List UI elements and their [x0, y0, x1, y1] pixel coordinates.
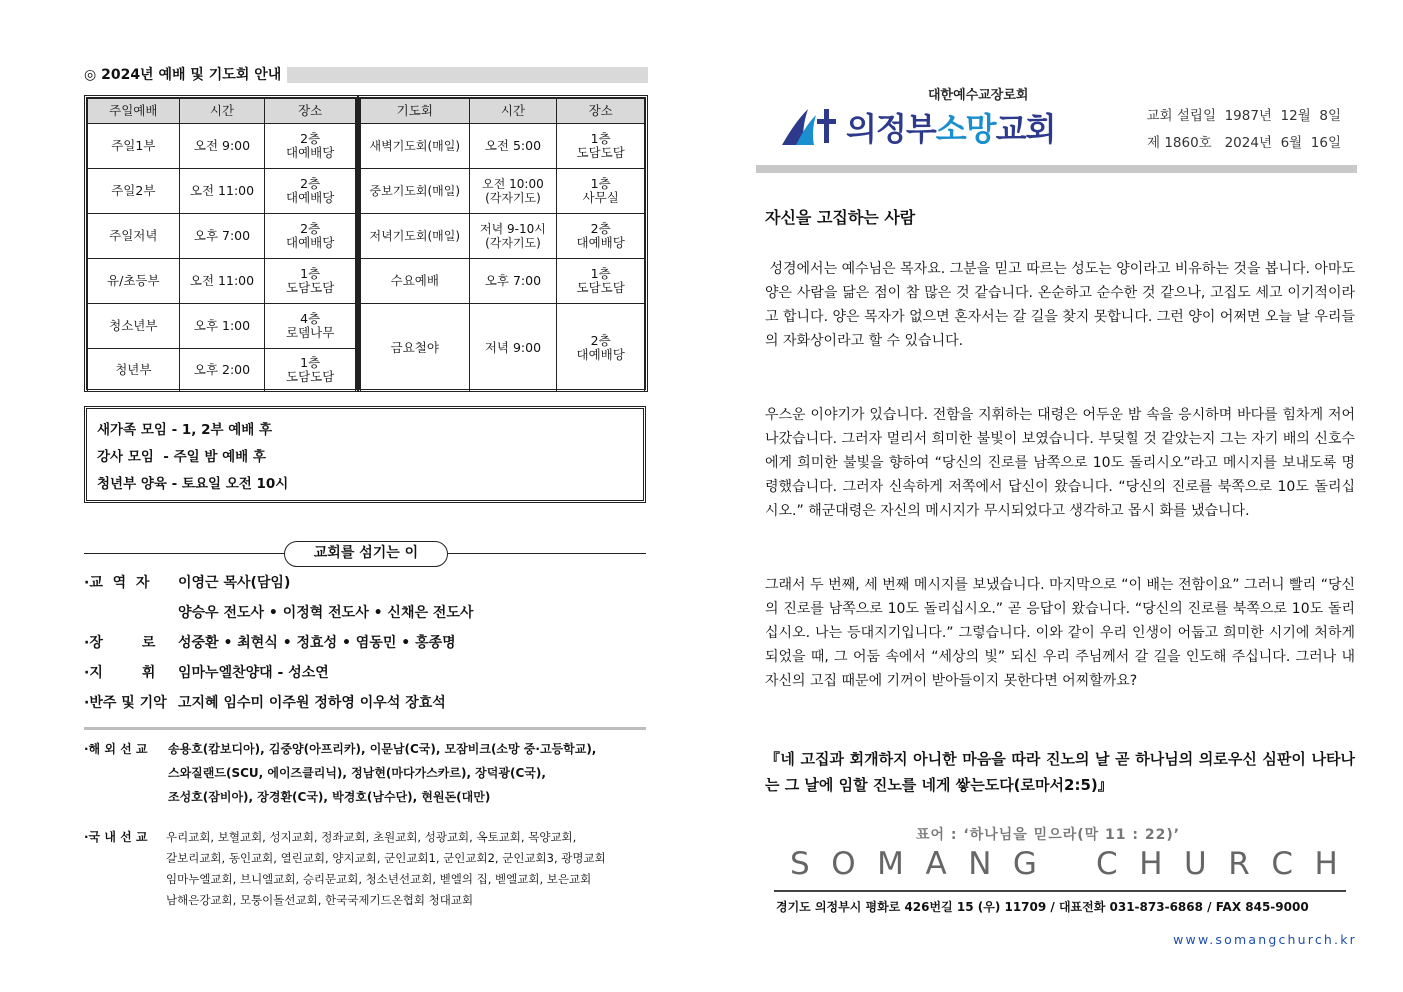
prayer-schedule-table	[360, 98, 645, 392]
table-row	[361, 214, 645, 259]
mission-label: ·해 외 선 교	[84, 742, 148, 756]
church-address: 경기도 의정부시 평화로 426번길 15 (우) 11709 / 대표전화 031-873-6868 / FAX 845-9000	[776, 900, 1309, 914]
table-row	[88, 259, 356, 304]
service-place: 2층 대예배당	[265, 214, 356, 259]
church-name: 의정부소망교회	[846, 110, 1056, 148]
overseas-missions	[84, 737, 596, 809]
divider	[84, 727, 646, 730]
table-header-row	[361, 99, 645, 124]
staff-label: ·교 역 자	[84, 575, 150, 591]
service-place: 1층 도담도담	[265, 259, 356, 304]
motto: 표어 : ‘하나님을 믿으라(막 11 : 22)’	[916, 827, 1181, 843]
service-name: 유/초등부	[88, 259, 180, 304]
notice-box	[84, 406, 646, 503]
prayer-name: 금요철야	[361, 304, 470, 392]
staff-value: 이영근 목사(담임)	[178, 575, 291, 591]
scripture-verse: 『네 고집과 회개하지 아니한 마음을 따라 진노의 날 곧 하나님의 의로우신 심판이 나타나는 그 날에 임할 진노를 네게 쌓는도다(로마서2:5)』	[765, 750, 1355, 794]
church-logo-icon	[778, 101, 844, 151]
staff-elders	[84, 633, 456, 653]
prayer-name: 저녁기도회(매일)	[361, 214, 470, 259]
staff-value: 양승우 전도사 • 이정혁 전도사 • 신채은 전도사	[178, 605, 474, 621]
staff-label: ·지 휘	[84, 665, 156, 681]
prayer-time: 오전 5:00	[469, 124, 557, 169]
service-place: 2층 대예배당	[265, 124, 356, 169]
mission-line: 조성호(잠비아), 장경환(C국), 박경호(남수단), 현원돈(대만)	[168, 790, 491, 804]
schedule-title: ◎ 2024년 예배 및 기도회 안내	[84, 66, 287, 84]
prayer-place: 1층 도담도담	[557, 124, 645, 169]
table-row	[88, 214, 356, 259]
prayer-place: 2층 대예배당	[557, 304, 645, 392]
prayer-time: 저녁 9-10시 (각자기도)	[469, 214, 557, 259]
table-row	[88, 349, 356, 392]
article-paragraph: 그래서 두 번째, 세 번째 메시지를 보냈습니다. 마지막으로 “이 배는 전함이요” 그러니 빨리 “당신의 진로를 남쪽으로 10도 돌리십시오.” 곧 응답이 왔습니다. “당신의 진로를 북쪽으로 10도 돌리십시오. 나는 등대지기입니다.” 그렇습니다. 이와 같이 우리 인생이 어둡고 희미한 시기에 처하게 되었을 때, 그 어둠 속에서 “세상의 빛” 되신 우리 주님께서 갈 길을 인도해 주십니다. 그러나 내 자신의 고집 때문에 기꺼이 받아들이지 못한다면 어찌할까요?	[765, 577, 1355, 689]
prayer-place: 2층 대예배당	[557, 214, 645, 259]
service-place: 1층 도담도담	[265, 349, 356, 392]
service-name: 청년부	[88, 349, 180, 392]
service-time: 오전 11:00	[179, 169, 265, 214]
service-place: 4층 로뎀나무	[265, 304, 356, 349]
service-name: 주일1부	[88, 124, 180, 169]
mission-label: ·국 내 선 교	[84, 830, 148, 844]
col-header-place: 장소	[557, 99, 645, 124]
serve-heading: 교회를 섬기는 이	[284, 541, 448, 567]
table-row	[361, 169, 645, 214]
staff-assistants	[178, 603, 473, 623]
website-link[interactable]: www.somangchurch.kr	[1173, 932, 1357, 947]
col-header-prayer: 기도회	[361, 99, 470, 124]
table-header-row	[88, 99, 356, 124]
service-name: 주일저녁	[88, 214, 180, 259]
prayer-time: 저녁 9:00	[469, 304, 557, 392]
prayer-place: 1층 사무실	[557, 169, 645, 214]
issue-date: 제 1860호 2024년 6월 16일	[1146, 135, 1341, 151]
mission-line: 임마누엘교회, 브니엘교회, 승리문교회, 청소년선교회, 벧엘의 집, 벧엘교회, 보은교회	[166, 872, 592, 886]
mission-line: 스와질랜드(SCU, 에이즈클리닉), 정남현(마다가스카르), 장덕광(C국),	[168, 766, 546, 780]
mission-line: 송용호(캄보디아), 김중양(아프리카), 이문남(C국), 모잠비크(소망 중·고등학교),	[168, 742, 597, 756]
prayer-place: 1층 도담도담	[557, 259, 645, 304]
prayer-name: 수요예배	[361, 259, 470, 304]
staff-pastor	[84, 573, 290, 593]
footer-divider	[774, 890, 1346, 892]
notice-item: 청년부 양육 - 토요일 오전 10시	[97, 476, 289, 492]
mission-line: 갈보리교회, 동인교회, 열린교회, 양지교회, 군인교회1, 군인교회2, 군인교회3, 광명교회	[166, 851, 606, 865]
staff-label: ·반주 및 기악	[84, 695, 167, 711]
founded-date: 교회 설립일 1987년 12월 8일	[1146, 108, 1341, 124]
service-time: 오후 7:00	[179, 214, 265, 259]
header-divider	[756, 165, 1357, 173]
staff-conductor	[84, 663, 329, 683]
article-title: 자신을 고집하는 사람	[765, 208, 916, 227]
table-row	[361, 259, 645, 304]
domestic-missions	[84, 827, 606, 911]
col-header-time: 시간	[179, 99, 265, 124]
mission-line: 남해은강교회, 모퉁이돌선교회, 한국국제기드온협회 청대교회	[166, 893, 474, 907]
staff-value: 임마누엘찬양대 - 성소연	[178, 665, 329, 681]
article-paragraph: 성경에서는 예수님은 목자요. 그분을 믿고 따르는 성도는 양이라고 비유하는 것을 봅니다. 아마도 양은 사람을 닮은 점이 참 많은 것 같습니다. 온순하고 순수한 것 같으나, 고집도 세고 이기적이라고 합니다. 양은 목자가 없으면 혼자서는 갈 길을 찾지 못합니다. 그런 양이 어쩌면 오늘 날 우리들의 자화상이라고 할 수 있습니다.	[765, 261, 1360, 349]
article-paragraph: 우스운 이야기가 있습니다. 전함을 지휘하는 대령은 어두운 밤 속을 응시하며 바다를 힘차게 저어나갔습니다. 그러자 멀리서 희미한 불빛이 보였습니다. 부딪힐 것 같았는지 그는 자기 배의 신호수에게 희미한 불빛을 향하여 “당신의 진로를 남쪽으로 10도 돌리시오”라고 메시지를 보내도록 명령했습니다. 그러자 신속하게 저쪽에서 답신이 왔습니다. “당신의 진로를 북쪽으로 10도 돌리십시오.” 해군대령은 자신의 메시지가 무시되었다고 생각하고 몹시 화를 냈습니다.	[765, 407, 1355, 519]
notice-item: 강사 모임 - 주일 밤 예배 후	[97, 449, 266, 465]
sunday-schedule-table	[87, 98, 356, 392]
service-name: 주일2부	[88, 169, 180, 214]
service-time: 오전 9:00	[179, 124, 265, 169]
col-header-time: 시간	[469, 99, 557, 124]
prayer-time: 오전 10:00 (각자기도)	[469, 169, 557, 214]
table-row	[361, 304, 645, 392]
service-time: 오후 2:00	[179, 349, 265, 392]
table-row	[88, 124, 356, 169]
service-time: 오후 1:00	[179, 304, 265, 349]
prayer-time: 오후 7:00	[469, 259, 557, 304]
staff-accompanists	[84, 693, 446, 713]
table-row	[88, 304, 356, 349]
notice-item: 새가족 모임 - 1, 2부 예배 후	[97, 422, 273, 438]
prayer-name: 중보기도회(매일)	[361, 169, 470, 214]
table-row	[361, 124, 645, 169]
mission-line: 우리교회, 보혈교회, 성지교회, 정좌교회, 초원교회, 성광교회, 옥토교회, 목양교회,	[166, 830, 577, 844]
denomination: 대한예수교장로회	[928, 88, 1029, 103]
col-header-place: 장소	[265, 99, 356, 124]
staff-label: ·장 로	[84, 635, 156, 651]
table-row	[88, 169, 356, 214]
serve-heading-bar	[84, 541, 646, 567]
schedule-title-bar	[84, 66, 648, 84]
service-place: 2층 대예배당	[265, 169, 356, 214]
service-time: 오전 11:00	[179, 259, 265, 304]
staff-value: 성중환 • 최현식 • 정효성 • 염동민 • 홍종명	[178, 635, 456, 651]
prayer-name: 새벽기도회(매일)	[361, 124, 470, 169]
somang-church-wordmark: S O M A N G C H U R C H	[790, 846, 1338, 882]
col-header-service: 주일예배	[88, 99, 180, 124]
staff-value: 고지혜 임수미 이주원 정하영 이우석 장효석	[178, 695, 446, 711]
service-name: 청소년부	[88, 304, 180, 349]
